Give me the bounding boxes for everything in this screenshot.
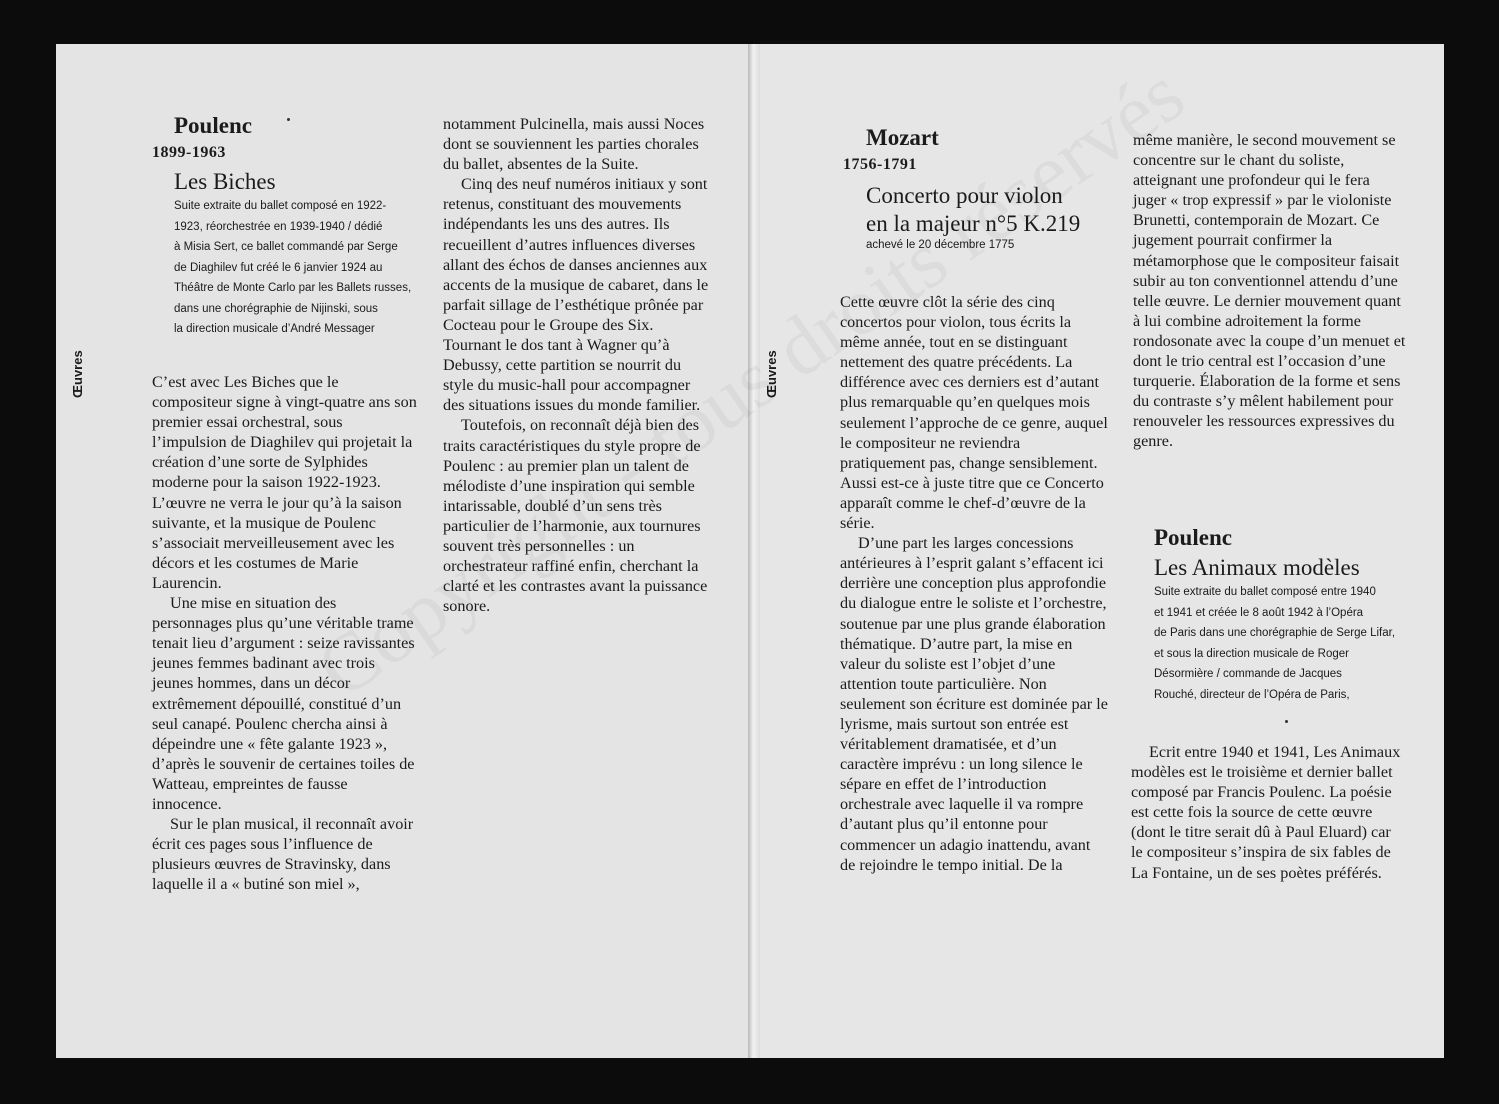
caption-line: et sous la direction musicale de Roger <box>1154 647 1349 660</box>
left-section-label: Œuvres <box>70 350 85 398</box>
second-work-body <box>1131 742 1401 883</box>
right-section-label: Œuvres <box>764 350 779 398</box>
body-paragraph: Toutefois, on reconnaît déjà bien des traits caractéristiques du style propre de Poulenc : au premier plan un talent de mélodiste d’une inspiration qui semble intarissable, doublé d’un sens très particulier de l’harmonie, aux tournures souvent très personnelles : un orchestrateur raffiné enfin, cherchant la clarté et les contrastes avant la puissance sonore. <box>443 416 708 616</box>
body-paragraph: notamment Pulcinella, mais aussi Noces dont se souviennent les parties chorales du ballet, absentes de la Suite. <box>443 115 705 174</box>
composer-name: Poulenc <box>1154 525 1232 550</box>
body-paragraph: Une mise en situation des personnages plus qu’une véritable trame tenait lieu d’argument : seize ravissantes jeunes femmes badinant avec trois jeunes hommes, dans un décor extrêmement dépouillé, constitué d’un seul canapé. Poulenc chercha ainsi à dépeindre une « fête galante 1923 », d’après le souvenir de certaines toiles de Watteau, empreintes de fausse innocence. <box>152 594 415 813</box>
ink-speck <box>287 118 290 121</box>
work-caption: achevé le 20 décembre 1775 <box>866 239 1015 251</box>
right-column-2 <box>1133 130 1407 452</box>
caption-line: à Misia Sert, ce ballet commandé par Serge <box>174 241 398 253</box>
caption-line: et 1941 et créée le 8 août 1942 à l’Opéra <box>1154 606 1364 619</box>
left-work-header <box>152 112 412 340</box>
body-paragraph: même manière, le second mouvement se concentre sur le chant du soliste, atteignant une profondeur qui le fera juger « trop expressif » par le violoniste Brunetti, contemporain de Mozart. Ce jugement pourrait confirmer la métamorphose que le compositeur faisait subir au ton conventionnel attendu d’une telle œuvre. Le dernier mouvement quant à lui combine adroitement la forme rondosonate avec la coupe d’un menuet et dont le trio central est l’occasion d’une turquerie. Élaboration de la forme et sens du contraste s’y mêlent habilement pour renouveler les ressources expressives du genre. <box>1133 131 1406 451</box>
ink-speck <box>1285 720 1288 723</box>
composer-dates: 1899-1963 <box>152 144 226 161</box>
caption-line: Suite extraite du ballet composé entre 1940 <box>1154 586 1376 598</box>
caption-line: Désormière / commande de Jacques <box>1154 668 1342 680</box>
caption-line: Suite extraite du ballet composé en 1922- <box>174 200 387 212</box>
caption-line: de Diaghilev fut créé le 6 janvier 1924 au <box>174 261 383 274</box>
composer-name: Poulenc <box>174 113 252 138</box>
caption-line: de Paris dans une chorégraphie de Serge Lifar, <box>1154 627 1396 639</box>
body-paragraph: C’est avec Les Biches que le compositeur signe à vingt-quatre ans son premier essai orchestral, sous l’impulsion de Diaghilev qui projetait la création d’une sorte de Sylphides moderne pour la saison 1922-1923. L’œuvre ne verra le jour qu’à la saison suivante, et la musique de Poulenc s’associait merveilleusement avec les décors et les costumes de Marie Laurencin. <box>152 373 417 592</box>
caption-line: Rouché, directeur de l’Opéra de Paris, <box>1154 688 1350 701</box>
composer-dates: 1756-1791 <box>843 156 917 173</box>
work-caption <box>1154 582 1414 705</box>
caption-line: dans une chorégraphie de Nijinski, sous <box>174 302 378 315</box>
caption-line: la direction musicale d’André Messager <box>174 323 375 335</box>
work-title: Les Animaux modèles <box>1154 555 1360 580</box>
work-title-line-1: Concerto pour violon <box>866 183 1063 208</box>
caption-line: 1923, réorchestrée en 1939-1940 / dédié <box>174 220 383 233</box>
book-spine <box>748 44 760 1058</box>
second-work-header <box>1154 524 1414 705</box>
body-paragraph: Sur le plan musical, il reconnaît avoir écrit ces pages sous l’influence de plusieurs œuvres de Stravinsky, dans laquelle il a « butiné son miel », <box>152 815 414 894</box>
work-title-line-2: en la majeur n°5 K.219 <box>866 211 1081 236</box>
body-paragraph: D’une part les larges concessions antérieures à l’esprit galant s’effacent ici derrière une conception plus approfondie du dialogue entre le soliste et l’orchestre, soutenue par une plus grande élaboration thématique. D’autre part, la mise en valeur du soliste est l’objet d’une attention toute particulière. Non seulement son écriture est dominée par le lyrisme, mais surtout son entrée est véritablement dramatisée, et d’un caractère imprévu : un long silence le sépare en effet de l’introduction orchestrale avec laquelle il va rompre d’autant plus qu’il entonne pour commencer un adagio inattendu, avant de rejoindre le tempo initial. De la <box>840 534 1108 874</box>
body-paragraph: Ecrit entre 1940 et 1941, Les Animaux modèles est le troisième et dernier ballet composé par Francis Poulenc. La poésie est cette fois la source de cette œuvre (dont le titre serait dû à Paul Eluard) car le compositeur s’inspira de six fables de La Fontaine, un de ses poètes préférés. <box>1131 743 1401 882</box>
work-title: Les Biches <box>174 169 276 194</box>
composer-name: Mozart <box>866 125 939 150</box>
body-paragraph: Cette œuvre clôt la série des cinq concertos pour violon, tous écrits la même année, tout en se distinguant nettement des quatre précédents. La différence avec ces derniers est d’autant plus remarquable qu’en quelques mois seulement l’approche de ce genre, auquel le compositeur ne reviendra pratiquement pas, change sensiblement. Aussi est-ce à juste titre que ce Concerto apparaît comme le chef-d’œuvre de la série. <box>840 293 1108 533</box>
work-caption <box>174 196 414 340</box>
body-paragraph: Cinq des neuf numéros initiaux y sont retenus, constituant des mouvements indépendants les uns des autres. Ils recueillent d’autres influences diverses allant des échos de danses anciennes aux accents de la musique de cabaret, dans le parfait sillage de l’esthétique prônée par Cocteau pour le Groupe des Six. Tournant le dos tant à Wagner qu’à Debussy, cette partition se nourrit du style du music-hall pour accompagner des situations issues du monde familier. <box>443 175 709 415</box>
caption-line: Théâtre de Monte Carlo par les Ballets russes, <box>174 282 412 294</box>
right-column-1 <box>840 292 1108 875</box>
